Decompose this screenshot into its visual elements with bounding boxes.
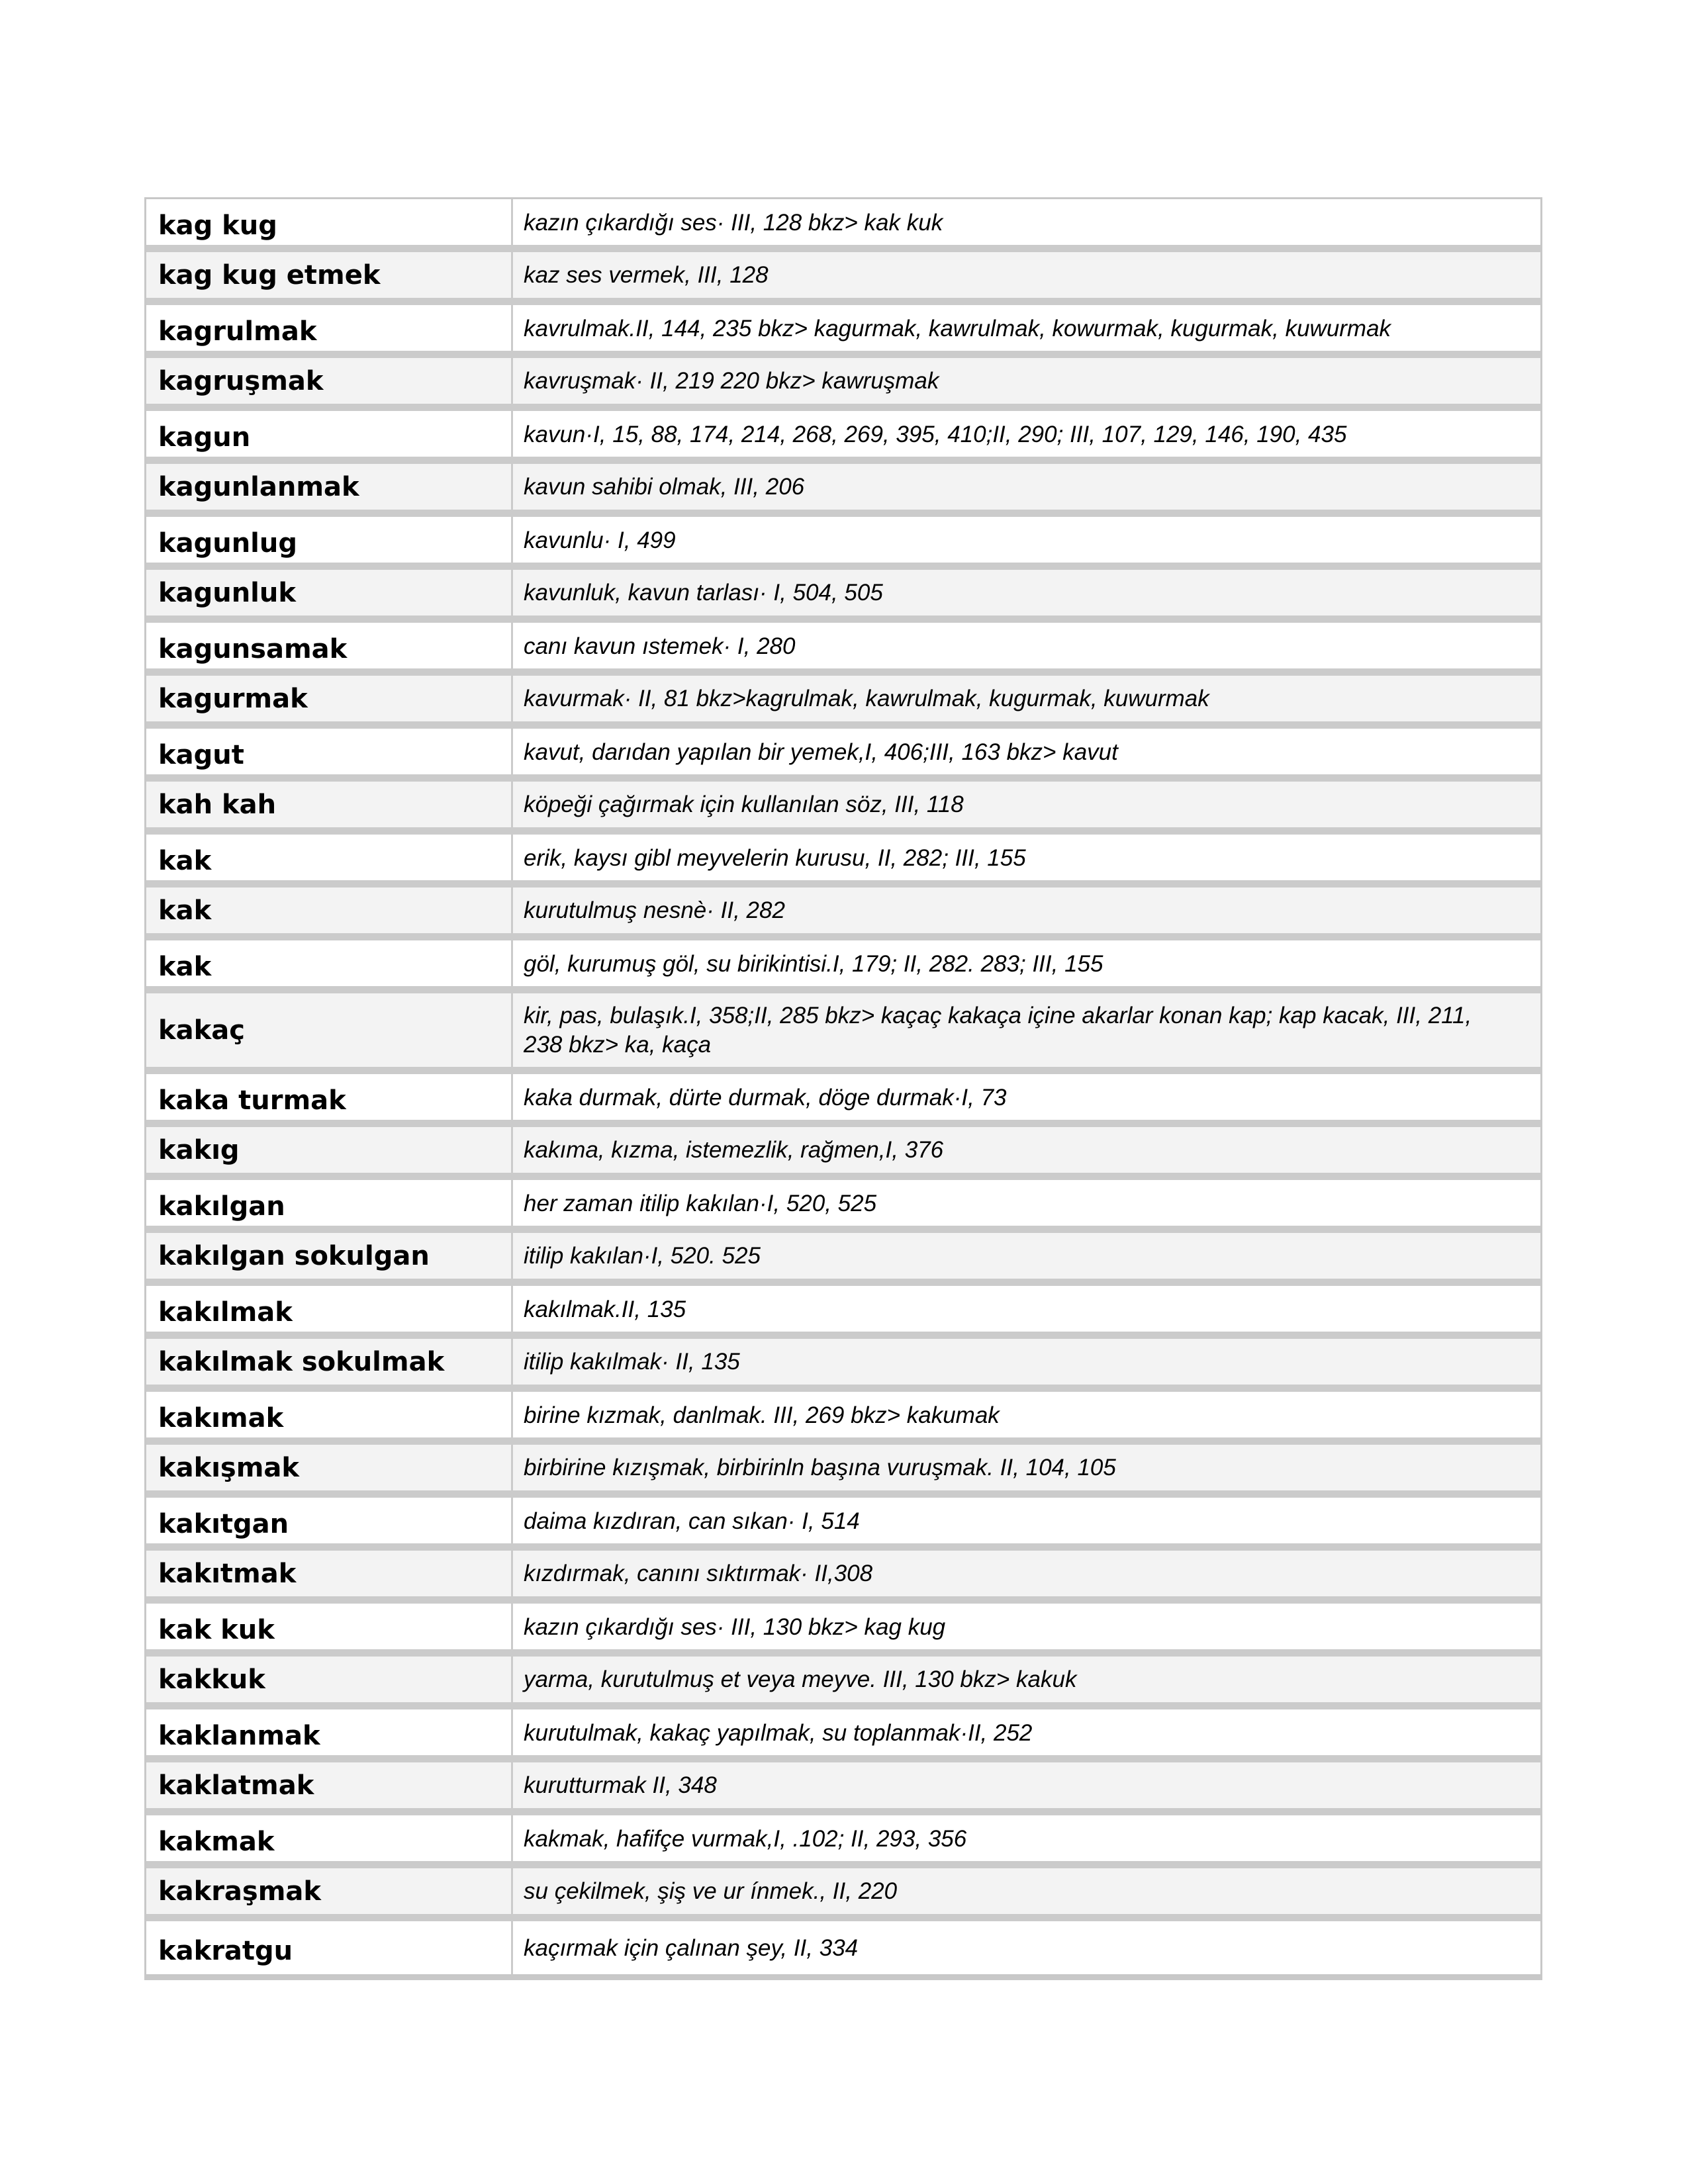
entry-definition: canı kavun ıstemek· I, 280 (524, 633, 796, 659)
entry-term: kagunlanmak (146, 464, 513, 510)
entry-definition: birine kızmak, danlmak. III, 269 bkz> kakumak (524, 1402, 1000, 1428)
entry-definition: kızdırmak, canını sıktırmak· II,308 (524, 1560, 873, 1586)
table-row (146, 1709, 1540, 1762)
entry-term: kakkuk (146, 1657, 513, 1702)
entry-definition: su çekilmek, şiş ve ur ínmek., II, 220 (524, 1878, 898, 1904)
entry-term: kakışmak (146, 1445, 513, 1490)
table-row (146, 1445, 1540, 1498)
table-row (146, 1127, 1540, 1180)
entry-term: kakılgan (146, 1180, 513, 1226)
entry-definition: kavunluk, kavun tarlası· I, 504, 505 (524, 579, 883, 606)
entry-term: kaklanmak (146, 1709, 513, 1755)
table-row (146, 305, 1540, 358)
table-row (146, 1762, 1540, 1815)
table-row (146, 835, 1540, 887)
entry-definition: kavunlu· I, 499 (524, 527, 676, 553)
table-row (146, 1815, 1540, 1868)
entry-term: kagunlug (146, 517, 513, 563)
table-row (146, 1657, 1540, 1709)
entry-term: kakıg (146, 1127, 513, 1173)
entry-definition: kavruşmak· II, 219 220 bkz> kawruşmak (524, 367, 939, 394)
entry-term: kakratgu (146, 1921, 513, 1974)
entry-definition: göl, kurumuş göl, su birikintisi.I, 179; II, 282. 283; III, 155 (524, 950, 1103, 977)
entry-definition: daima kızdıran, can sıkan· I, 514 (524, 1508, 860, 1534)
table-row (146, 1551, 1540, 1604)
entry-definition: kavut, darıdan yapılan bir yemek,I, 406;III, 163 bkz> kavut (524, 739, 1118, 765)
entry-term: kakılgan sokulgan (146, 1233, 513, 1279)
entry-term: kakımak (146, 1392, 513, 1437)
table-row (146, 1604, 1540, 1657)
entry-term: kagruşmak (146, 358, 513, 404)
table-row (146, 464, 1540, 517)
table-row (146, 1286, 1540, 1339)
entry-term: kak (146, 887, 513, 933)
entry-definition: her zaman itilip kakılan·I, 520, 525 (524, 1190, 877, 1216)
entry-definition: kazın çıkardığı ses· III, 128 bkz> kak kuk (524, 209, 943, 236)
entry-term: kagunsamak (146, 623, 513, 668)
entry-definition: kavurmak· II, 81 bkz>kagrulmak, kawrulmak, kugurmak, kuwurmak (524, 685, 1209, 711)
entry-definition: kir, pas, bulaşık.I, 358;II, 285 bkz> kaçaç kakaça içine akarlar konan kap; kap kacak, III, 211, 238 bkz> ka, kaça (524, 1002, 1472, 1058)
entry-term: kakıtmak (146, 1551, 513, 1596)
dictionary-table (144, 197, 1542, 1980)
table-row (146, 623, 1540, 676)
table-row (146, 1339, 1540, 1392)
table-row (146, 729, 1540, 782)
entry-term: kag kug etmek (146, 252, 513, 298)
entry-definition: kazın çıkardığı ses· III, 130 bkz> kag kug (524, 1614, 946, 1640)
table-row (146, 1498, 1540, 1551)
entry-definition: itilip kakılan·I, 520. 525 (524, 1242, 761, 1269)
entry-term: kakmak (146, 1815, 513, 1861)
entry-term: kagunluk (146, 570, 513, 615)
entry-term: kagrulmak (146, 305, 513, 351)
entry-term: kag kug (146, 199, 513, 245)
entry-term: kakıtgan (146, 1498, 513, 1543)
table-row (146, 358, 1540, 411)
entry-definition: kurutturmak II, 348 (524, 1772, 717, 1798)
entry-term: kakılmak (146, 1286, 513, 1332)
entry-term: kak (146, 940, 513, 986)
entry-definition: erik, kaysı gibl meyvelerin kurusu, II, 282; III, 155 (524, 844, 1026, 871)
entry-definition: itilip kakılmak· II, 135 (524, 1348, 740, 1375)
table-row (146, 1868, 1540, 1921)
entry-term: kak (146, 835, 513, 880)
entry-definition: kaz ses vermek, III, 128 (524, 261, 769, 288)
entry-term: kagut (146, 729, 513, 774)
entry-definition: kakmak, hafifçe vurmak,I, .102; II, 293, 356 (524, 1825, 967, 1852)
table-row (146, 993, 1540, 1074)
entry-term: kakaç (146, 993, 513, 1067)
table-row (146, 1074, 1540, 1127)
entry-term: kagun (146, 411, 513, 457)
table-row (146, 782, 1540, 835)
entry-definition: yarma, kurutulmuş et veya meyve. III, 130 bkz> kakuk (524, 1666, 1077, 1692)
table-row (146, 887, 1540, 940)
entry-term: kagurmak (146, 676, 513, 721)
entry-definition: kaçırmak için çalınan şey, II, 334 (524, 1935, 859, 1961)
table-row (146, 199, 1540, 252)
table-row (146, 570, 1540, 623)
entry-definition: kaka durmak, dürte durmak, döge durmak·I, 73 (524, 1084, 1007, 1111)
entry-term: kah kah (146, 782, 513, 827)
entry-definition: kavrulmak.II, 144, 235 bkz> kagurmak, kawrulmak, kowurmak, kugurmak, kuwurmak (524, 315, 1391, 341)
table-row (146, 517, 1540, 570)
table-row (146, 676, 1540, 729)
table-row (146, 1392, 1540, 1445)
table-row (146, 411, 1540, 464)
entry-definition: kakıma, kızma, istemezlik, rağmen,I, 376 (524, 1136, 944, 1163)
table-row (146, 1921, 1540, 1974)
table-row (146, 252, 1540, 305)
entry-definition: kurutulmak, kakaç yapılmak, su toplanmak·II, 252 (524, 1719, 1033, 1746)
table-row (146, 1233, 1540, 1286)
entry-definition: kavun·I, 15, 88, 174, 214, 268, 269, 395, 410;II, 290; III, 107, 129, 146, 190, 435 (524, 421, 1347, 447)
entry-term: kaklatmak (146, 1762, 513, 1808)
entry-definition: kurutulmuş nesnè· II, 282 (524, 897, 785, 923)
entry-definition: kavun sahibi olmak, III, 206 (524, 473, 805, 500)
entry-term: kakılmak sokulmak (146, 1339, 513, 1385)
entry-term: kak kuk (146, 1604, 513, 1649)
table-row (146, 1180, 1540, 1233)
entry-definition: birbirine kızışmak, birbirinln başına vuruşmak. II, 104, 105 (524, 1454, 1116, 1480)
table-row (146, 940, 1540, 993)
entry-definition: kakılmak.II, 135 (524, 1296, 686, 1322)
entry-definition: köpeği çağırmak için kullanılan söz, III, 118 (524, 791, 964, 817)
entry-term: kaka turmak (146, 1074, 513, 1120)
entry-term: kakraşmak (146, 1868, 513, 1914)
